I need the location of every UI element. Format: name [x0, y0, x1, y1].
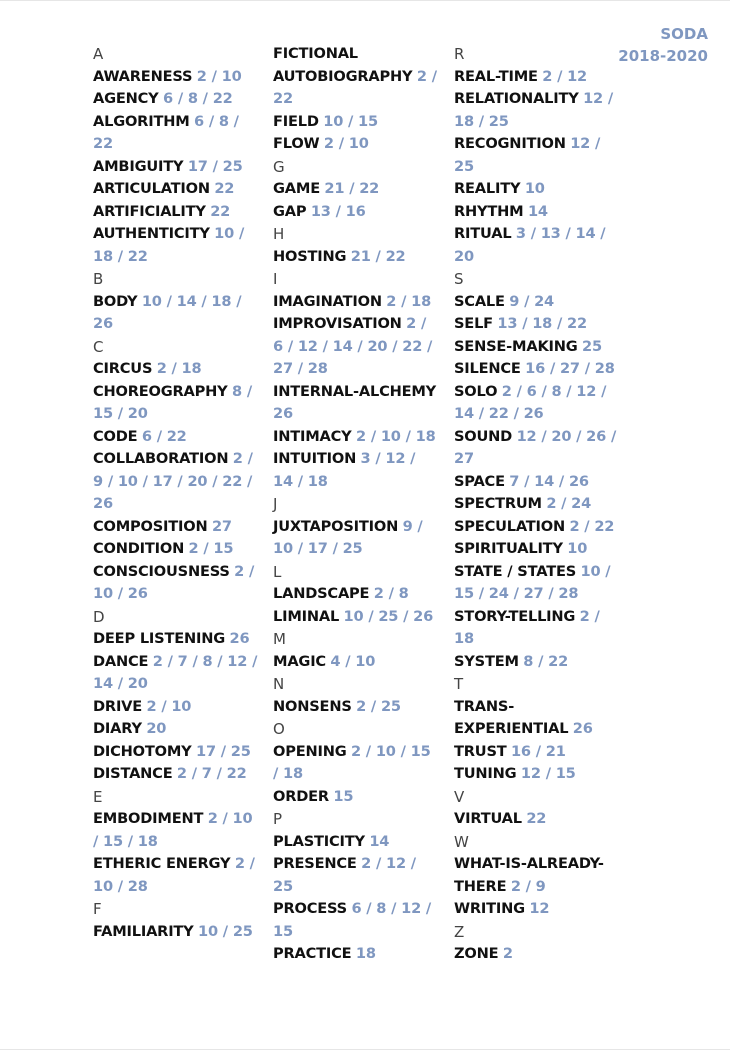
index-term: RELATIONALITY — [454, 90, 579, 107]
index-entry — [454, 66, 622, 89]
index-entry — [454, 898, 622, 921]
index-letter-heading: Z — [454, 922, 465, 941]
index-page-numbers: 18 — [355, 945, 376, 962]
index-term: COLLABORATION — [93, 450, 229, 467]
index-entry — [93, 88, 261, 111]
index-letter-heading: W — [454, 832, 469, 851]
index-letter-heading: M — [273, 630, 286, 648]
index-entry — [454, 223, 622, 268]
index-term: WHAT-IS-ALREADY-THERE — [454, 855, 604, 895]
index-term: SYSTEM — [454, 652, 519, 670]
index-term: DICHOTOMY — [93, 742, 192, 760]
index-page-numbers: 22 — [526, 810, 547, 827]
index-letter-heading: H — [273, 225, 285, 243]
index-page-numbers: 26 — [229, 630, 250, 647]
index-page-numbers: 22 — [214, 180, 235, 197]
index-entry — [273, 651, 438, 674]
index-term: SCALE — [454, 292, 505, 310]
index-page-numbers: 6 / 8 / 22 — [163, 90, 233, 107]
index-letter-heading: E — [93, 787, 103, 806]
index-page-numbers: 2 / 18 — [156, 360, 202, 377]
index-entry — [273, 313, 438, 381]
index-term: SENSE-MAKING — [454, 337, 578, 355]
index-entry — [93, 223, 261, 268]
index-entry — [454, 471, 622, 494]
index-page-numbers: 2 / 10 / 15 / 18 — [273, 742, 431, 782]
index-letter-heading: T — [454, 675, 463, 693]
index-page-numbers: 17 / 25 — [187, 157, 243, 175]
index-term: JUXTAPOSITION — [273, 517, 399, 535]
index-page-numbers: 4 / 10 — [330, 652, 376, 670]
index-term: CONDITION — [93, 540, 185, 557]
index-page-numbers: 10 — [524, 180, 545, 197]
index-term: LANDSCAPE — [273, 585, 370, 602]
index-entry — [273, 741, 438, 786]
index-page-numbers: 2 / 22 — [273, 67, 437, 107]
index-term: SPACE — [454, 472, 505, 490]
index-entry — [273, 178, 438, 201]
index-page-numbers: 10 / 25 / 26 — [343, 607, 434, 625]
index-entry — [454, 606, 622, 651]
index-entry — [454, 178, 622, 201]
index-page-numbers: 2 / 10 — [196, 67, 242, 85]
index-term: DRIVE — [93, 697, 143, 715]
index-entry — [93, 538, 261, 561]
index-page-numbers: 2 / 25 — [356, 697, 401, 715]
index-entry — [454, 201, 622, 224]
index-entry — [454, 291, 622, 314]
index-entry — [93, 516, 261, 539]
index-entry — [93, 178, 261, 201]
index-entry — [273, 853, 438, 898]
index-letter-heading: B — [93, 270, 104, 288]
index-term: TRUST — [454, 742, 507, 760]
index-entry — [93, 921, 261, 944]
index-term: BODY — [93, 292, 138, 310]
index-page-numbers: 3 / 12 / 14 / 18 — [273, 450, 416, 490]
index-page-numbers: 2 / 8 — [373, 585, 409, 602]
index-entry — [273, 381, 438, 426]
index-page-numbers: 27 — [211, 517, 232, 535]
index-term: IMPROVISATION — [273, 315, 402, 332]
index-term: DANCE — [93, 652, 149, 670]
index-page-numbers: 10 / 14 / 18 / 26 — [93, 292, 242, 332]
index-entry — [93, 291, 261, 336]
index-page-numbers: 8 / 15 / 20 — [93, 382, 252, 422]
index-entry — [93, 853, 261, 898]
index-term: REALITY — [454, 180, 521, 197]
index-term: ORDER — [273, 787, 329, 805]
index-entry — [454, 313, 622, 336]
index-term: AGENCY — [93, 90, 159, 107]
index-page-numbers: 26 — [572, 720, 593, 737]
index-entry — [93, 201, 261, 224]
index-entry — [454, 808, 622, 831]
index-term: STATE / STATES — [454, 562, 577, 580]
index-term: ZONE — [454, 945, 499, 962]
index-letter-heading: R — [454, 45, 465, 63]
index-entry — [454, 943, 622, 966]
index-page-numbers: 3 / 13 / 14 / 20 — [454, 225, 606, 265]
index-entry — [273, 943, 438, 966]
index-term: AWARENESS — [93, 67, 193, 85]
index-term: SILENCE — [454, 360, 521, 377]
index-term: LIMINAL — [273, 607, 340, 625]
index-entry — [93, 718, 261, 741]
index-page-numbers: 2 / 10 — [146, 697, 192, 715]
index-term: CIRCUS — [93, 360, 153, 377]
index-entry — [93, 358, 261, 381]
index-page-numbers: 12 / 20 / 26 / 27 — [454, 427, 617, 467]
index-term: INTERNAL-ALCHEMY — [273, 382, 437, 400]
index-term: SPECULATION — [454, 517, 566, 535]
index-entry — [454, 538, 622, 561]
index-term: AMBIGUITY — [93, 157, 184, 175]
index-entry — [273, 426, 438, 449]
index-term: WRITING — [454, 900, 525, 917]
index-term: GAP — [273, 202, 307, 220]
index-term: GAME — [273, 180, 320, 197]
index-term: ARTICULATION — [93, 180, 210, 197]
index-column-3 — [454, 43, 622, 966]
index-page-numbers: 22 — [210, 202, 231, 220]
index-letter-heading: J — [273, 495, 278, 513]
index-entry — [454, 381, 622, 426]
index-page-numbers: 2 — [502, 945, 513, 962]
index-page-numbers: 2 / 6 / 8 / 12 / 14 / 22 / 26 — [454, 382, 607, 422]
index-entry — [273, 696, 438, 719]
index-page-numbers: 2 / 9 — [510, 877, 546, 895]
header-years: 2018-2020 — [618, 47, 708, 65]
header — [618, 23, 708, 67]
index-entry — [273, 831, 438, 854]
index-term: FAMILIARITY — [93, 922, 194, 940]
index-entry — [454, 493, 622, 516]
index-entry — [93, 156, 261, 179]
index-page-numbers: 2 / 10 / 15 / 18 — [93, 810, 253, 850]
index-page-numbers: 26 — [273, 405, 293, 422]
index-page-numbers: 21 / 22 — [350, 247, 406, 265]
index-entry — [454, 651, 622, 674]
index-page-numbers: 6 / 22 — [141, 427, 187, 445]
index-page-numbers: 12 / 25 — [454, 135, 601, 175]
index-page-numbers: 2 / 24 — [546, 495, 592, 512]
index-entry — [273, 516, 438, 561]
index-entry — [273, 448, 438, 493]
index-term: PRESENCE — [273, 855, 357, 872]
index-term: INTIMACY — [273, 427, 352, 445]
index-entry — [273, 111, 438, 134]
index-page-numbers: 12 — [529, 900, 550, 917]
header-title: SODA — [660, 25, 708, 43]
index-page-numbers: 2 / 10 / 28 — [93, 855, 255, 895]
index-page-numbers: 16 / 21 — [510, 742, 566, 760]
index-entry — [93, 763, 261, 786]
index-page-numbers: 9 / 24 — [509, 292, 555, 310]
index-page-numbers: 12 / 18 / 25 — [454, 90, 613, 130]
index-term: MAGIC — [273, 652, 326, 670]
index-column-2 — [273, 43, 438, 966]
index-letter-heading: C — [93, 337, 104, 356]
index-entry — [93, 448, 261, 516]
index-term: AUTHENTICITY — [93, 225, 210, 242]
index-page-numbers: 10 / 25 — [198, 922, 253, 940]
index-page-numbers: 10 / 18 / 22 — [93, 225, 245, 265]
index-letter-heading: S — [454, 270, 464, 288]
index-letter-heading: A — [93, 45, 104, 63]
index-entry — [454, 358, 622, 381]
index-page-numbers: 2 / 10 — [323, 135, 369, 152]
index-page-numbers: 2 / 7 / 8 / 12 / 14 / 20 — [93, 652, 258, 692]
index-term: SPECTRUM — [454, 495, 542, 512]
index-page-numbers: 2 / 15 — [188, 540, 234, 557]
index-term: SELF — [454, 315, 493, 332]
index-entry — [273, 786, 438, 809]
index-letter-heading: V — [454, 787, 465, 806]
index-column-1 — [93, 43, 261, 943]
index-entry — [454, 696, 622, 741]
index-page-numbers: 2 / 12 — [542, 67, 588, 85]
index-term: CHOREOGRAPHY — [93, 382, 228, 400]
index-page-numbers: 12 / 15 — [520, 765, 576, 782]
index-term: IMAGINATION — [273, 292, 382, 310]
index-entry — [273, 133, 438, 156]
index-term: DISTANCE — [93, 765, 173, 782]
index-letter-heading: L — [273, 562, 282, 581]
index-page-numbers: 2 / 10 / 26 — [93, 562, 255, 602]
index-page-numbers: 6 / 8 / 22 — [93, 112, 239, 152]
index-page-numbers: 14 — [527, 202, 548, 220]
index-letter-heading: N — [273, 675, 285, 693]
index-entry — [93, 381, 261, 426]
index-page-numbers: 2 / 6 / 12 / 14 / 20 / 22 / 27 / 28 — [273, 315, 433, 377]
index-entry — [454, 133, 622, 178]
index-entry — [454, 88, 622, 133]
index-entry — [273, 246, 438, 269]
index-page-numbers: 2 / 22 — [569, 517, 615, 535]
index-term: COMPOSITION — [93, 517, 208, 535]
index-letter-heading: O — [273, 720, 285, 738]
index-term: PRACTICE — [273, 945, 352, 962]
index-term: RHYTHM — [454, 202, 524, 220]
index-page-numbers: 2 / 9 / 10 / 17 / 20 / 22 / 26 — [93, 450, 253, 512]
index-term: RECOGNITION — [454, 135, 566, 152]
index-entry — [273, 898, 438, 943]
index-entry — [273, 606, 438, 629]
index-entry — [93, 111, 261, 156]
index-term: FICTIONAL AUTOBIOGRAPHY — [273, 45, 413, 85]
index-entry — [93, 628, 261, 651]
index-term: EMBODIMENT — [93, 810, 204, 827]
index-term: FIELD — [273, 112, 319, 130]
index-term: SOLO — [454, 382, 498, 400]
index-term: DEEP LISTENING — [93, 630, 226, 647]
index-term: SPIRITUALITY — [454, 540, 563, 557]
index-term: CONSCIOUSNESS — [93, 562, 230, 580]
index-term: REAL-TIME — [454, 67, 538, 85]
index-term: TUNING — [454, 765, 517, 782]
index-entry — [93, 426, 261, 449]
index-page-numbers: 6 / 8 / 12 / 15 — [273, 900, 432, 940]
index-page-numbers: 17 / 25 — [195, 742, 251, 760]
index-term: FLOW — [273, 135, 320, 152]
index-term: VIRTUAL — [454, 810, 522, 827]
index-term: DIARY — [93, 720, 142, 737]
index-entry — [454, 763, 622, 786]
index-page-numbers: 21 / 22 — [324, 180, 380, 197]
index-term: NONSENS — [273, 697, 352, 715]
index-entry — [454, 741, 622, 764]
index-page-numbers: 25 — [582, 337, 602, 355]
index-page-numbers: 7 / 14 / 26 — [509, 472, 589, 490]
index-page-numbers: 16 / 27 / 28 — [525, 360, 615, 377]
index-page-numbers: 2 / 12 / 25 — [273, 855, 416, 895]
index-page-numbers: 10 / 15 / 24 / 27 / 28 — [454, 562, 611, 602]
index-entry — [93, 561, 261, 606]
index-page-numbers: 9 / 10 / 17 / 25 — [273, 517, 423, 557]
index-letter-heading: F — [93, 900, 102, 918]
index-letter-heading: I — [273, 270, 278, 288]
index-term: PROCESS — [273, 900, 347, 917]
index-term: OPENING — [273, 742, 347, 760]
index-entry — [93, 808, 261, 853]
index-page-numbers: 10 — [567, 540, 588, 557]
index-term: TRANS-EXPERIENTIAL — [454, 697, 569, 737]
index-term: STORY-TELLING — [454, 607, 576, 625]
index-entry — [454, 561, 622, 606]
index-term: SOUND — [454, 427, 513, 445]
index-letter-heading: G — [273, 157, 285, 176]
index-entry — [454, 516, 622, 539]
index-page-numbers: 2 / 7 / 22 — [176, 765, 247, 782]
index-term: ETHERIC ENERGY — [93, 855, 231, 872]
index-entry — [273, 291, 438, 314]
index-term: ARTIFICIALITY — [93, 202, 206, 220]
index-page-numbers: 8 / 22 — [523, 652, 569, 670]
index-page-numbers: 13 / 18 / 22 — [497, 315, 587, 332]
index-entry — [454, 426, 622, 471]
index-entry — [93, 696, 261, 719]
index-page-numbers: 14 — [369, 832, 390, 850]
index-term: PLASTICITY — [273, 832, 365, 850]
index-entry — [273, 583, 438, 606]
index-letter-heading: P — [273, 810, 282, 828]
index-page-numbers: 13 / 16 — [310, 202, 366, 220]
index-page-numbers: 2 / 10 / 18 — [355, 427, 436, 445]
index-entry — [454, 336, 622, 359]
index-entry — [93, 741, 261, 764]
index-entry — [93, 651, 261, 696]
index-term: RITUAL — [454, 225, 512, 242]
index-page-numbers: 10 / 15 — [323, 112, 378, 130]
index-entry — [273, 201, 438, 224]
index-page-numbers: 2 / 18 — [386, 292, 432, 310]
index-term: INTUITION — [273, 450, 357, 467]
index-entry — [93, 66, 261, 89]
index-term: ALGORITHM — [93, 112, 190, 130]
index-term: CODE — [93, 427, 138, 445]
index-page-numbers: 15 — [333, 787, 354, 805]
index-page-numbers: 2 / 18 — [454, 607, 600, 647]
index-letter-heading: D — [93, 607, 105, 626]
index-term: HOSTING — [273, 247, 347, 265]
index-page-numbers: 20 — [146, 720, 167, 737]
index-entry — [454, 853, 622, 898]
index-entry — [273, 43, 438, 111]
